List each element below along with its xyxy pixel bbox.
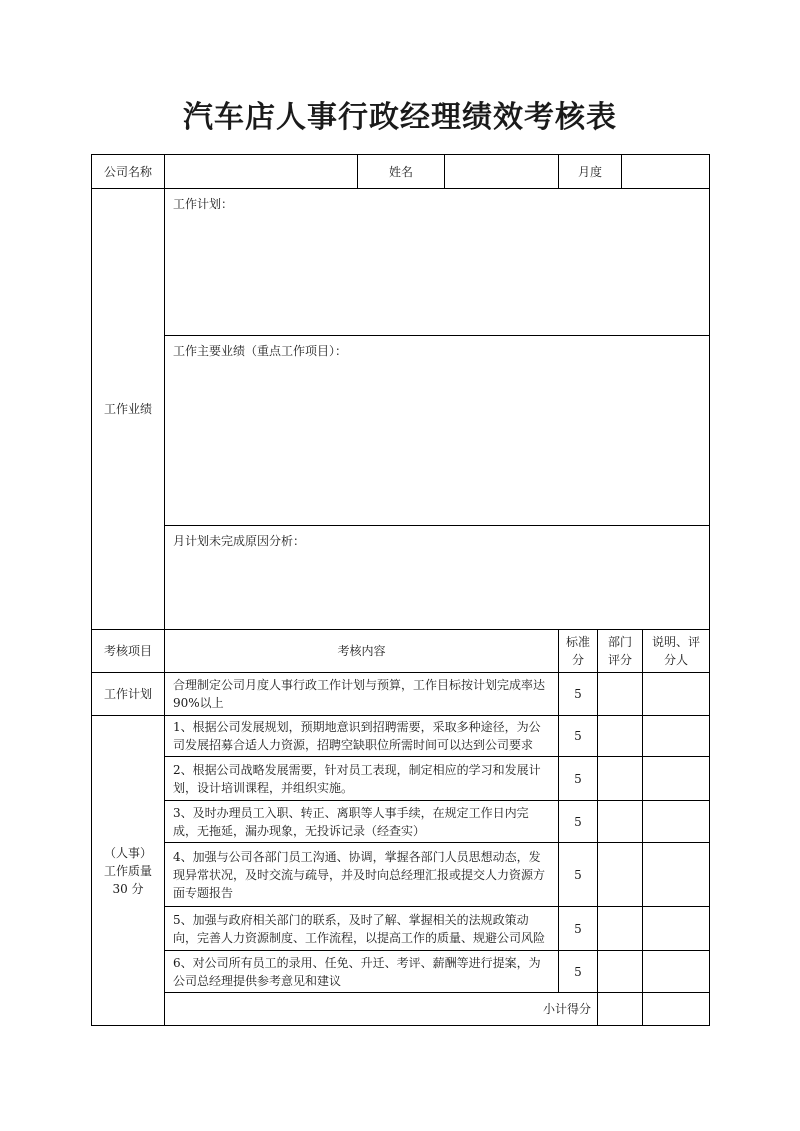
subtotal-label: 小计得分 xyxy=(165,993,598,1026)
table-row xyxy=(92,951,710,993)
quality-dept-score-6[interactable] xyxy=(598,951,643,993)
quality-note-3[interactable] xyxy=(643,801,710,843)
col-score-header: 标准分 xyxy=(559,630,598,673)
employee-name-field[interactable] xyxy=(445,155,559,189)
quality-note-4[interactable] xyxy=(643,843,710,907)
work-performance-label: 工作业绩 xyxy=(92,189,165,630)
table-row xyxy=(92,843,710,907)
work-quality-label-line3: 30 分 xyxy=(112,881,144,896)
quality-score-1: 5 xyxy=(559,716,598,757)
work-quality-label xyxy=(92,716,165,1026)
quality-content-2: 2、根据公司战略发展需要，针对员工表现，制定相应的学习和发展计划，设计培训课程，并组织实施。 xyxy=(165,757,559,801)
assessment-form xyxy=(91,154,710,1026)
quality-score-3: 5 xyxy=(559,801,598,843)
main-achievements-section[interactable] xyxy=(165,336,710,526)
quality-note-2[interactable] xyxy=(643,757,710,801)
col-item-header: 考核项目 xyxy=(92,630,165,673)
page-title: 汽车店人事行政经理绩效考核表 xyxy=(183,100,617,135)
quality-note-6[interactable] xyxy=(643,951,710,993)
employee-name-label: 姓名 xyxy=(358,155,445,189)
unfinished-reason-section[interactable] xyxy=(165,526,710,630)
work-plan-score: 5 xyxy=(559,673,598,716)
work-plan-label: 工作计划： xyxy=(173,197,234,211)
work-quality-label-line1: （人事） xyxy=(103,845,152,860)
column-header-row xyxy=(92,630,710,673)
work-plan-note[interactable] xyxy=(643,673,710,716)
quality-dept-score-5[interactable] xyxy=(598,907,643,951)
company-name-field[interactable] xyxy=(165,155,358,189)
quality-content-4: 4、加强与公司各部门员工沟通、协调，掌握各部门人员思想动态，发现异常状况，及时交流与疏导，并及时向总经理汇报或提交人力资源方面专题报告 xyxy=(165,843,559,907)
quality-note-1[interactable] xyxy=(643,716,710,757)
work-plan-content: 合理制定公司月度人事行政工作计划与预算，工作目标按计划完成率达90%以上 xyxy=(165,673,559,716)
table-row xyxy=(92,801,710,843)
month-field[interactable] xyxy=(622,155,710,189)
unfinished-reason-label: 月计划未完成原因分析： xyxy=(173,534,306,548)
table-row xyxy=(92,757,710,801)
header-row xyxy=(92,155,710,189)
quality-dept-score-1[interactable] xyxy=(598,716,643,757)
subtotal-note[interactable] xyxy=(643,993,710,1026)
work-plan-section[interactable] xyxy=(165,189,710,336)
col-content-header: 考核内容 xyxy=(165,630,559,673)
quality-dept-score-3[interactable] xyxy=(598,801,643,843)
work-plan-dept-score[interactable] xyxy=(598,673,643,716)
quality-content-3: 3、及时办理员工入职、转正、离职等人事手续，在规定工作日内完成，无拖延，漏办现象，无投诉记录（经查实） xyxy=(165,801,559,843)
quality-content-6: 6、对公司所有员工的录用、任免、升迁、考评、薪酬等进行提案，为公司总经理提供参考意见和建议 xyxy=(165,951,559,993)
quality-note-5[interactable] xyxy=(643,907,710,951)
work-quality-label-line2: 工作质量 xyxy=(103,863,152,878)
company-name-label: 公司名称 xyxy=(92,155,165,189)
quality-content-1: 1、根据公司发展规划，预期地意识到招聘需要，采取多种途径，为公司发展招募合适人力资源，招聘空缺职位所需时间可以达到公司要求 xyxy=(165,716,559,757)
col-note-header: 说明、评分人 xyxy=(643,630,710,673)
main-achievements-label: 工作主要业绩（重点工作项目）： xyxy=(173,344,348,358)
subtotal-row xyxy=(92,993,710,1026)
col-dept-header: 部门评分 xyxy=(598,630,643,673)
table-row xyxy=(92,907,710,951)
quality-content-5: 5、加强与政府相关部门的联系，及时了解、掌握相关的法规政策动向，完善人力资源制度、工作流程，以提高工作的质量、规避公司风险 xyxy=(165,907,559,951)
table-row xyxy=(92,673,710,716)
table-row xyxy=(92,716,710,757)
quality-dept-score-2[interactable] xyxy=(598,757,643,801)
quality-dept-score-4[interactable] xyxy=(598,843,643,907)
quality-score-2: 5 xyxy=(559,757,598,801)
work-plan-item-label: 工作计划 xyxy=(92,673,165,716)
subtotal-dept-score[interactable] xyxy=(598,993,643,1026)
quality-score-5: 5 xyxy=(559,907,598,951)
month-label: 月度 xyxy=(559,155,622,189)
quality-score-6: 5 xyxy=(559,951,598,993)
quality-score-4: 5 xyxy=(559,843,598,907)
